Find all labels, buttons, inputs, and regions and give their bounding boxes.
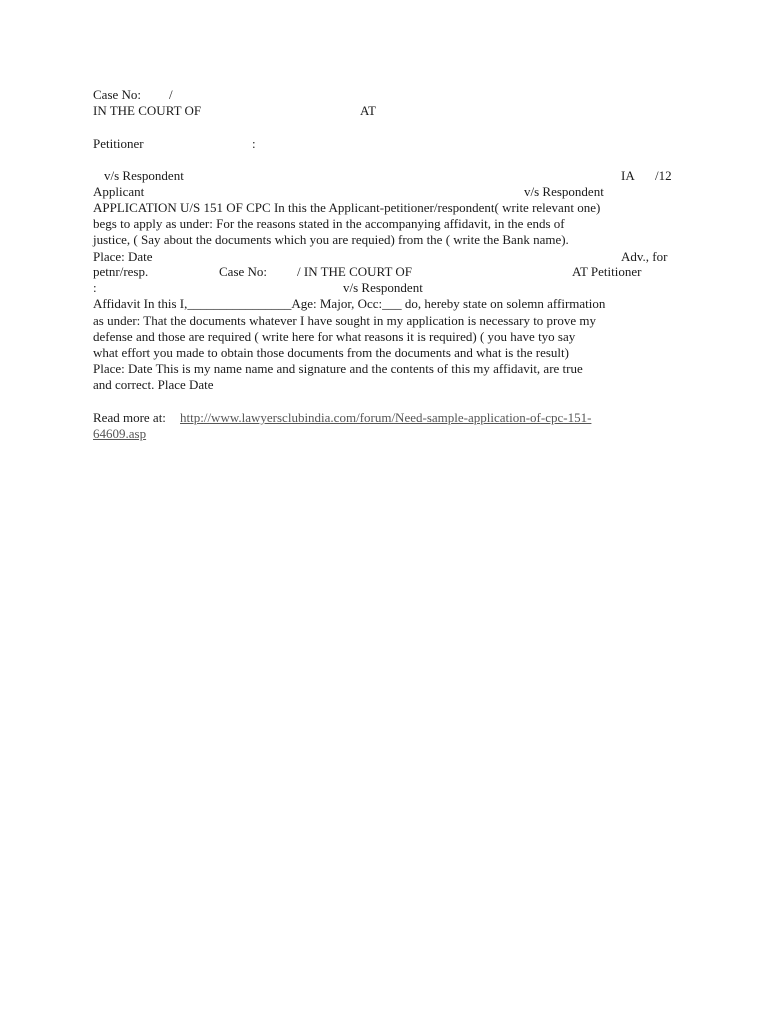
- court-2: / IN THE COURT OF: [297, 264, 413, 279]
- applicant-label: Applicant: [93, 184, 145, 199]
- application-line-2: begs to apply as under: For the reasons stated in the accompanying affidavit, in the ends of: [93, 216, 565, 231]
- application-line-3: justice, ( Say about the documents which you are requied) from the ( write the Bank name).: [93, 232, 569, 247]
- court-label: IN THE COURT OF: [93, 103, 202, 118]
- vs-respondent: v/s Respondent: [104, 168, 184, 183]
- case-no-2: Case No:: [219, 264, 268, 279]
- adv-for: Adv., for: [621, 249, 668, 264]
- vs-respondent-2: v/s Respondent: [524, 184, 604, 199]
- affidavit-line-4: what effort you made to obtain those documents from the documents and what is the result): [93, 345, 569, 360]
- at-petitioner: AT Petitioner: [572, 264, 642, 279]
- case-no-slash: /: [169, 87, 173, 102]
- ia-label: IA: [621, 168, 635, 183]
- application-line-1: APPLICATION U/S 151 OF CPC In this the Applicant-petitioner/respondent( write relevant one): [93, 200, 601, 215]
- affidavit-line-6: and correct. Place Date: [93, 377, 214, 392]
- source-link-line-1[interactable]: http://www.lawyersclubindia.com/forum/Need-sample-application-of-cpc-151-: [180, 410, 592, 425]
- petitioner-label: Petitioner: [93, 136, 144, 151]
- at-label: AT: [360, 103, 376, 118]
- petnr-resp: petnr/resp.: [93, 264, 149, 279]
- petitioner-colon: :: [252, 136, 256, 151]
- affidavit-line-5: Place: Date This is my name name and signature and the contents of this my affidavit, are true: [93, 361, 583, 376]
- vs-respondent-3: v/s Respondent: [343, 280, 423, 295]
- ia-number: /12: [655, 168, 672, 183]
- affidavit-line-3: defense and those are required ( write here for what reasons it is required) ( you have tyo say: [93, 329, 576, 344]
- affidavit-line-1: Affidavit In this I,________________Age: Major, Occ:___ do, hereby state on solemn affirmation: [93, 296, 606, 311]
- case-no-label: Case No:: [93, 87, 142, 102]
- colon-2: :: [93, 280, 97, 295]
- source-link-line-2[interactable]: 64609.asp: [93, 426, 147, 441]
- read-more-label: Read more at:: [93, 410, 170, 425]
- place-date: Place: Date: [93, 249, 153, 264]
- affidavit-line-2: as under: That the documents whatever I have sought in my application is necessary to prove my: [93, 313, 597, 328]
